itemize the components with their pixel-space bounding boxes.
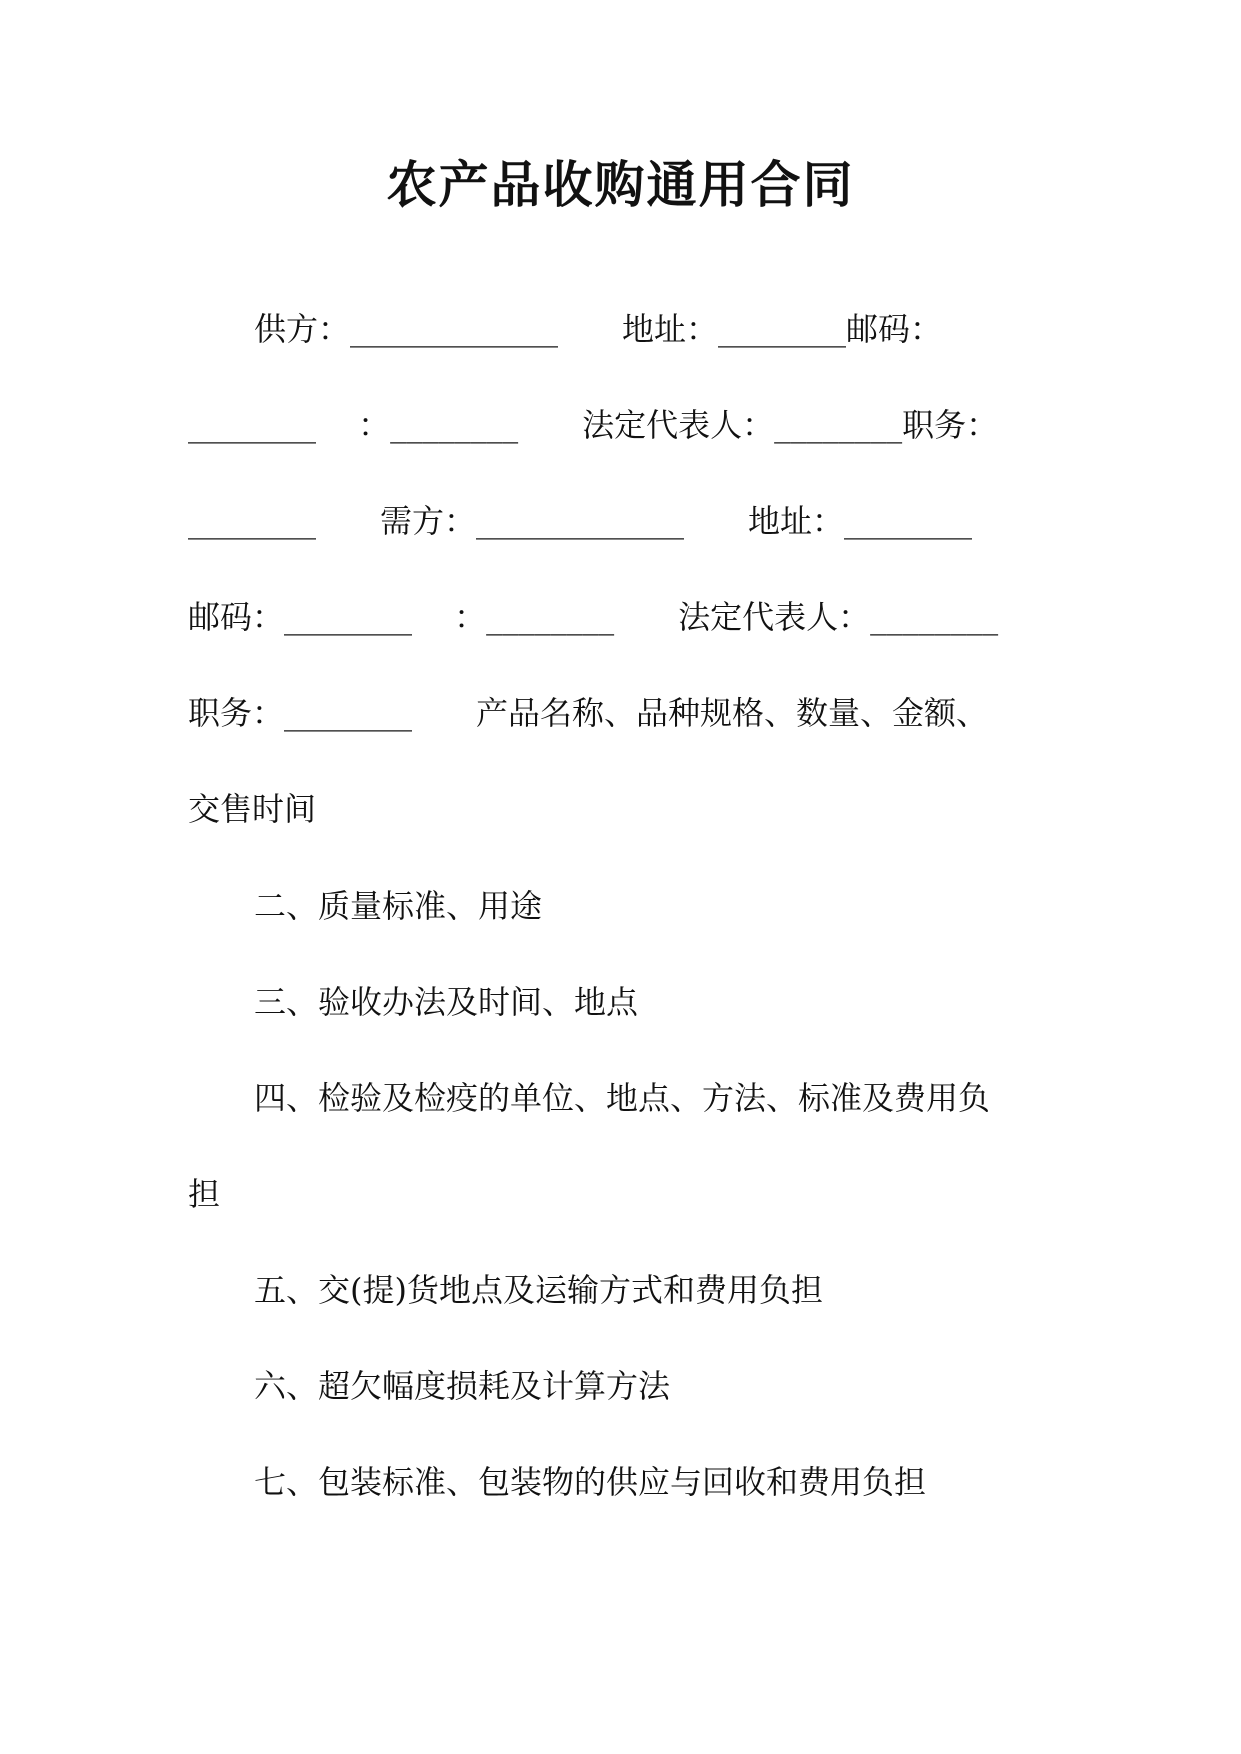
paragraph-line-buyer: ________ 需方：_____________ 地址：________ [188,502,973,540]
clause-5: 五、交(提)货地点及运输方式和费用负担 [254,1271,823,1309]
clause-4: 四、检验及检疫的单位、地点、方法、标准及费用负 [254,1079,991,1117]
clause-7: 七、包装标准、包装物的供应与回收和费用负担 [254,1463,927,1501]
paragraph-line-product: 职务：________ 产品名称、品种规格、数量、金额、 [188,694,989,732]
clause-2: 二、质量标准、用途 [254,887,543,925]
clause-4-continued: 担 [188,1175,221,1213]
paragraph-line-buyer-rep: 邮码：________ ：________ 法定代表人：________ [188,598,999,636]
paragraph-line-supplier: 供方：_____________ 地址：________邮码： [254,310,943,348]
clause-3: 三、验收办法及时间、地点 [254,983,639,1021]
document-title: 农产品收购通用合同 [386,155,855,214]
paragraph-line-sale-time: 交售时间 [188,790,317,828]
clause-6: 六、超欠幅度损耗及计算方法 [254,1367,671,1405]
paragraph-line-supplier-rep: ________ ：________ 法定代表人：________职务： [188,406,999,444]
